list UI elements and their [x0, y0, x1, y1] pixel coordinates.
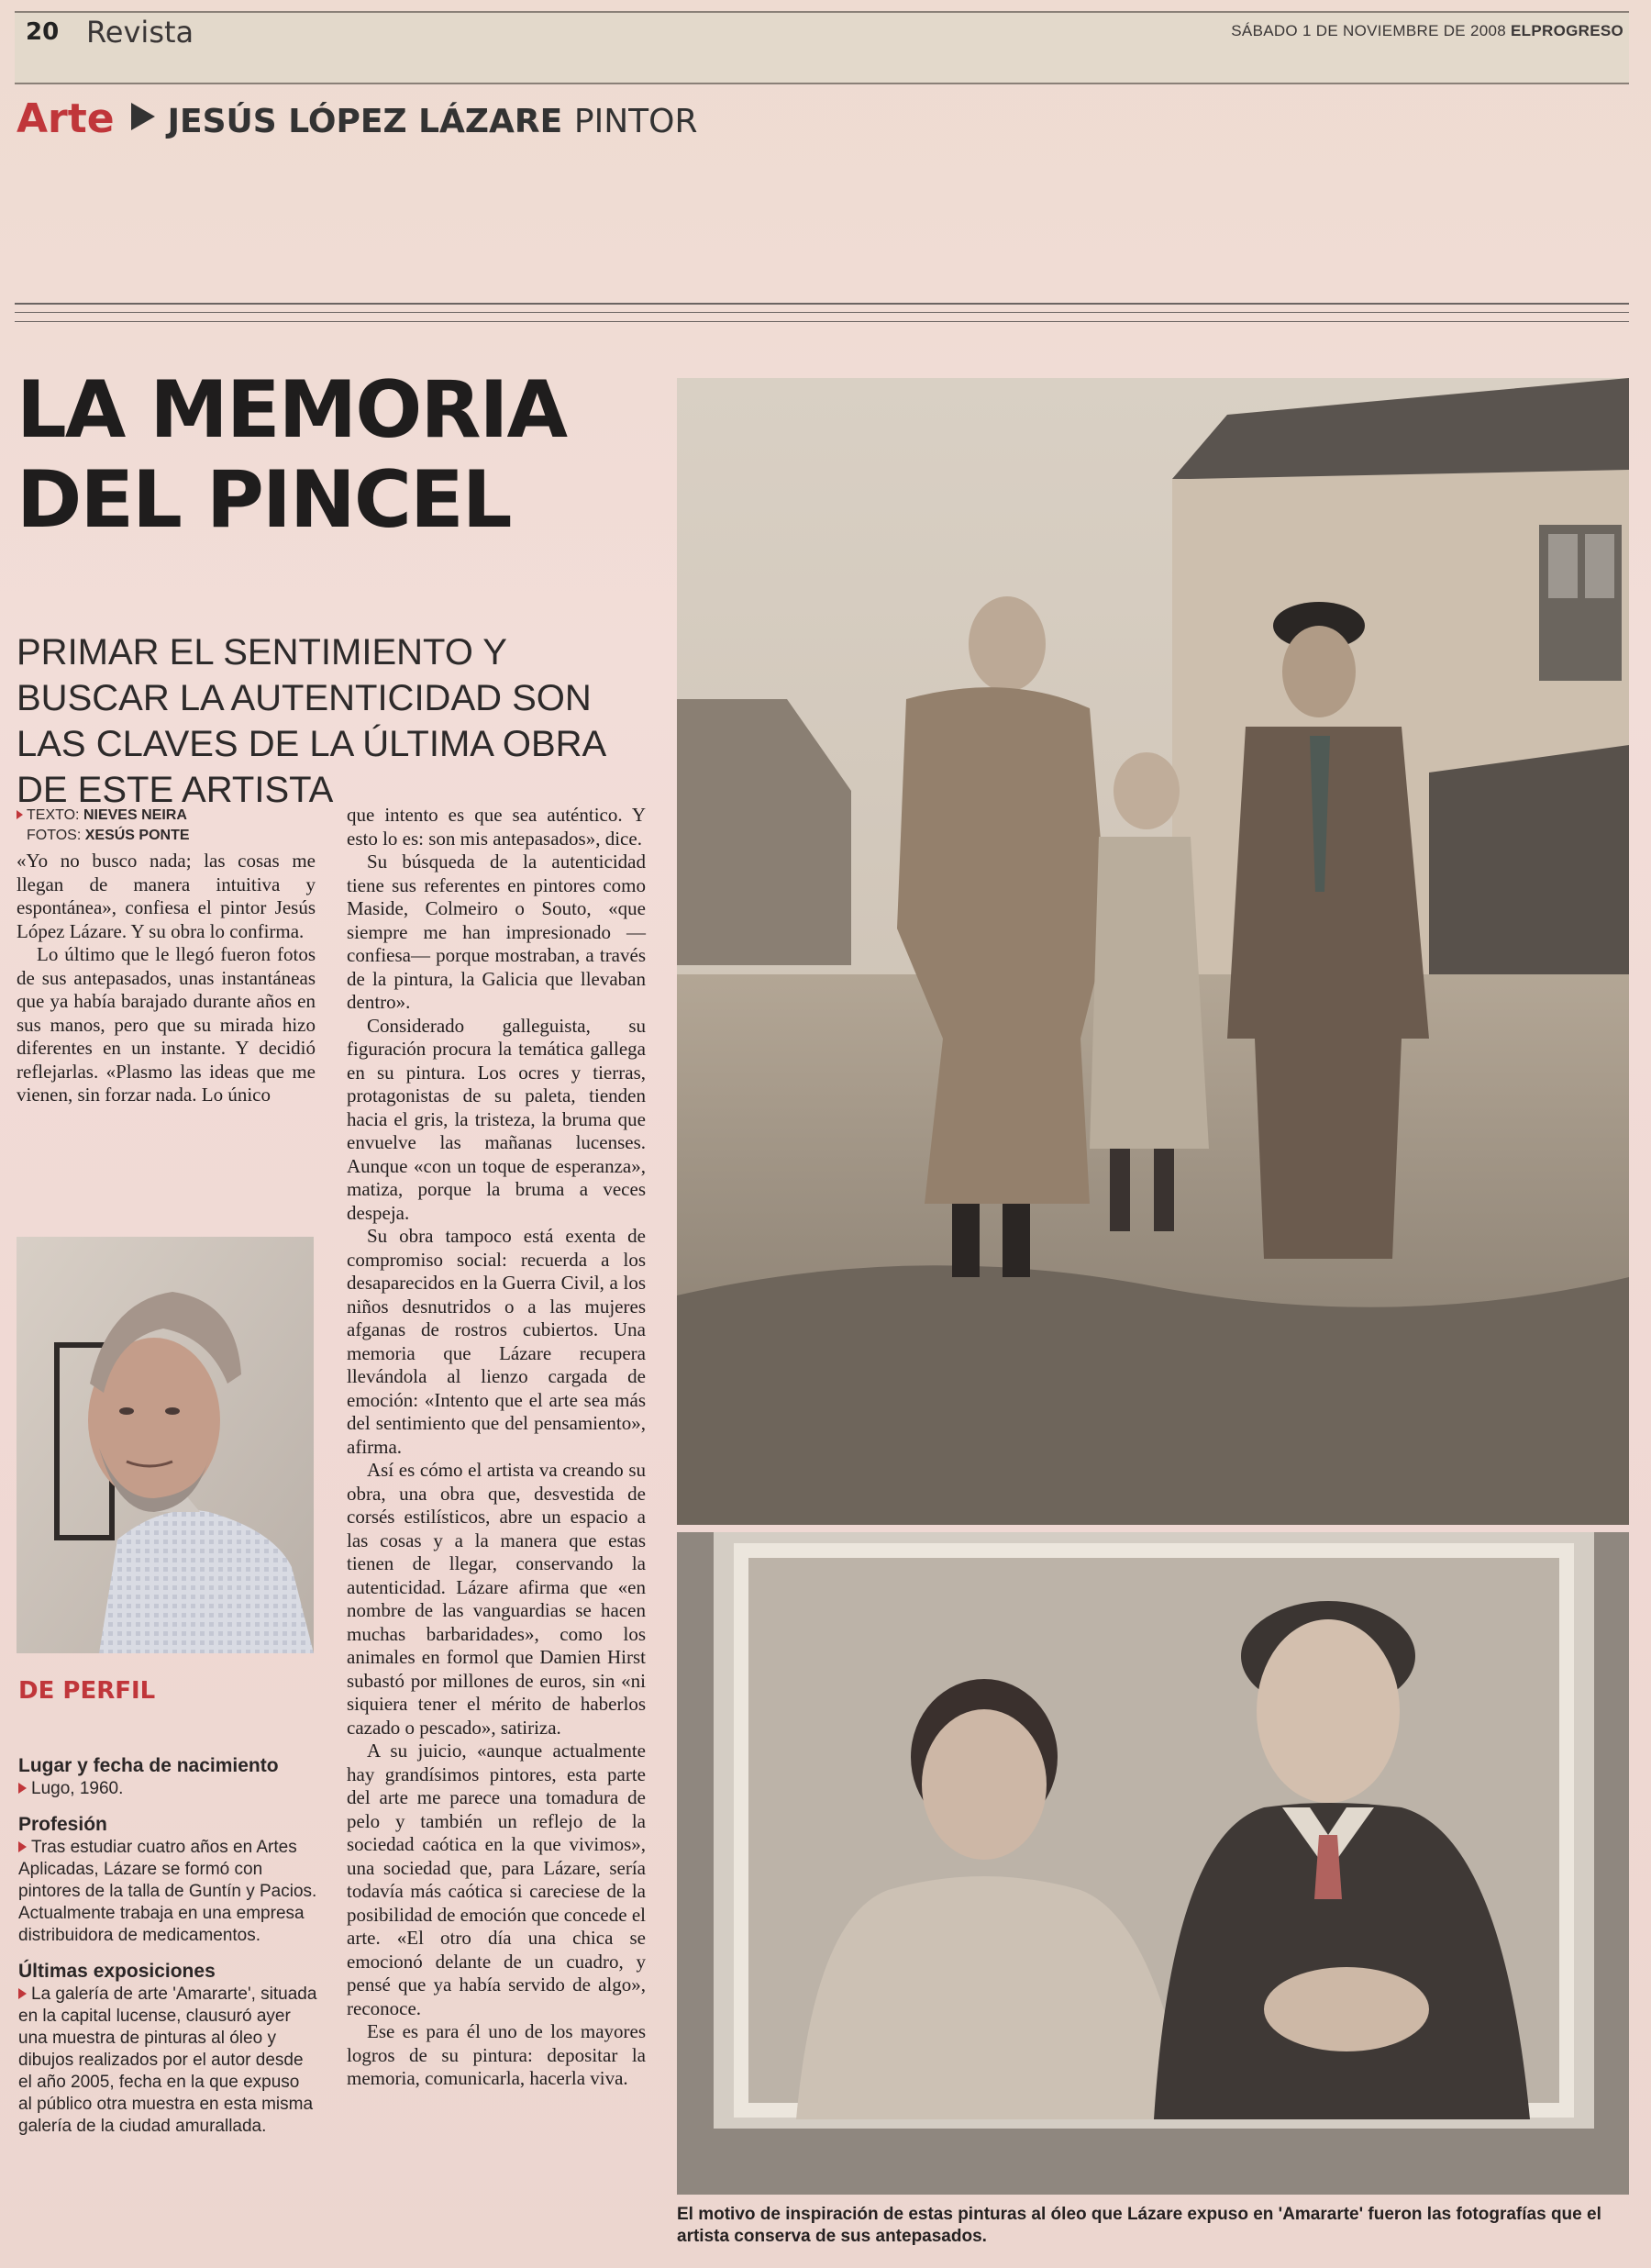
divider	[15, 303, 1629, 305]
date: SÁBADO 1 DE NOVIEMBRE DE 2008	[1231, 22, 1506, 39]
painting-illustration-2	[677, 1532, 1629, 2195]
birth-text-wrap	[18, 1778, 317, 1800]
paragraph: «Yo no busco nada; las cosas me llegan de manera intuitiva y espontánea», confiesa el pintor Jesús López Lázare. Y su obra lo confirma.	[17, 850, 316, 942]
painting-illustration-1	[677, 378, 1629, 1525]
divider	[15, 312, 1629, 313]
kicker-category: Arte	[17, 95, 115, 142]
birth-heading: Lugar y fecha de nacimiento	[18, 1755, 279, 1776]
headline-line-1: LA MEMORIA	[17, 364, 567, 456]
divider	[15, 321, 1629, 322]
article-column-1	[17, 850, 316, 1107]
section-name: Revista	[86, 15, 194, 50]
painting-family-photo	[677, 378, 1629, 1525]
newspaper-name: ELPROGRESO	[1511, 22, 1623, 39]
birth-text: Lugo, 1960.	[31, 1779, 124, 1798]
profession-text: Tras estudiar cuatro años en Artes Aplicadas, Lázare se formó con pintores de la talla de Guntín y Pacios. Actualmente trabaja en una empresa distribuidora de medicamentos.	[18, 1838, 317, 1945]
paragraph: Así es cómo el artista va creando su obra, una obra que, desvestida de corsés estilísticos, abre un espacio a las cosas y a la manera que estas tienen de llegar, conservando la autenticidad. Lázare afirma que «en nombre de las vanguardias se hacen muchas barbaridades», como los animales en formol que Damien Hirst subastó por millones de euros, sin «ni siquiera tener el mérito de haberlos cazado o pescado», satiriza.	[347, 1459, 646, 1739]
paragraph: Su búsqueda de la autenticidad tiene sus referentes en pintores como Maside, Colmeiro o Souto, «que siempre me han impresionado —confiesa— porque mostraban, a través de la pintura, la Galicia que llevaban dentro».	[347, 850, 646, 1013]
photo-author: XESÚS PONTE	[84, 828, 190, 843]
portrait-illustration	[17, 1237, 314, 1653]
kicker	[17, 95, 698, 142]
date-line	[1231, 22, 1623, 40]
exhibitions-text: La galería de arte 'Amararte', situada en la capital lucense, clausuró ayer una muestra de pinturas al óleo y dibujos realizados por el autor desde el año 2005, fecha en la que expuso al público otra muestra en esta misma galería de la ciudad amurallada.	[18, 1984, 317, 2136]
exhibitions-heading: Últimas exposiciones	[18, 1961, 216, 1982]
headline	[17, 365, 640, 545]
profile-box	[18, 1754, 317, 2151]
photo-label: FOTOS:	[27, 828, 82, 843]
kicker-name: JESÚS LÓPEZ LÁZARE	[167, 103, 563, 140]
text-label: TEXTO:	[27, 807, 80, 823]
text-author: NIEVES NEIRA	[83, 807, 187, 823]
kicker-role: PINTOR	[573, 103, 698, 140]
exhibitions-text-wrap	[18, 1984, 317, 2138]
triangle-icon	[18, 1988, 27, 1999]
paragraph: que intento es que sea auténtico. Y esto lo es: son mis antepasados», dice.	[347, 804, 646, 850]
credits	[17, 806, 190, 846]
paragraph: Lo último que le llegó fueron fotos de sus antepasados, unas instantáneas que ya había barajado durante años en sus manos, pero que su mirada hizo diferentes en un instante. Y decidió reflejarlas. «Plasmo las ideas que me vienen, sin forzar nada. Lo único	[17, 943, 316, 1106]
paragraph: Su obra tampoco está exenta de compromiso social: recuerda a los desaparecidos en la Guerra Civil, a los niños desnutridos o a las mujeres afganas de rostros cubiertos. Una memoria que Lázare recupera llevándola al lienzo cargada de emoción: «Intento que el arte sea más del sentimiento que del pensamiento», afirma.	[347, 1225, 646, 1458]
paragraph: Ese es para él uno de los mayores logros de su pintura: depositar la memoria, comunicarla, hacerla viva.	[347, 2020, 646, 2089]
triangle-icon	[18, 1841, 27, 1852]
photo-credit	[17, 826, 190, 846]
triangle-arrow-icon	[131, 103, 155, 130]
paragraph: Considerado galleguista, su figuración procura la temática gallega en su pintura. Los ocres y tierras, protagonistas de su paleta, tienden hacia el gris, la tristeza, la bruma que envuelve las mañanas lucenses. Aunque «con un toque de esperanza», matiza, porque la bruma a veces despeja.	[347, 1014, 646, 1224]
artist-portrait-photo	[17, 1237, 314, 1653]
triangle-icon	[18, 1783, 27, 1794]
page-number: 20	[26, 18, 60, 46]
profession-text-wrap	[18, 1837, 317, 1947]
text-credit	[17, 806, 190, 826]
profile-title: DE PERFIL	[18, 1677, 156, 1705]
profession-heading: Profesión	[18, 1814, 107, 1835]
subheadline: PRIMAR EL SENTIMIENTO Y BUSCAR LA AUTENTICIDAD SON LAS CLAVES DE LA ÚLTIMA OBRA DE ESTE ARTISTA	[17, 632, 604, 810]
article-column-2	[347, 804, 646, 2091]
paragraph: A su juicio, «aunque actualmente hay grandísimos pintores, esta parte del arte me parece una tomadura de pelo y también un reflejo de la sociedad caótica en la que vivimos», una sociedad que, para Lázare, sería todavía más caótica si careciese de la posibilidad de emoción que concede el arte. «El otro día una chica se emocionó delante de un cuadro, y pensé que ya había servido de algo», reconoce.	[347, 1740, 646, 2019]
painting-couple-photo	[677, 1532, 1629, 2195]
headline-line-2: DEL PINCEL	[17, 454, 511, 546]
triangle-icon	[17, 810, 23, 819]
photo-caption: El motivo de inspiración de estas pinturas al óleo que Lázare expuso en 'Amararte' fueron las fotografías que el artista conserva de sus antepasados.	[677, 2205, 1601, 2246]
